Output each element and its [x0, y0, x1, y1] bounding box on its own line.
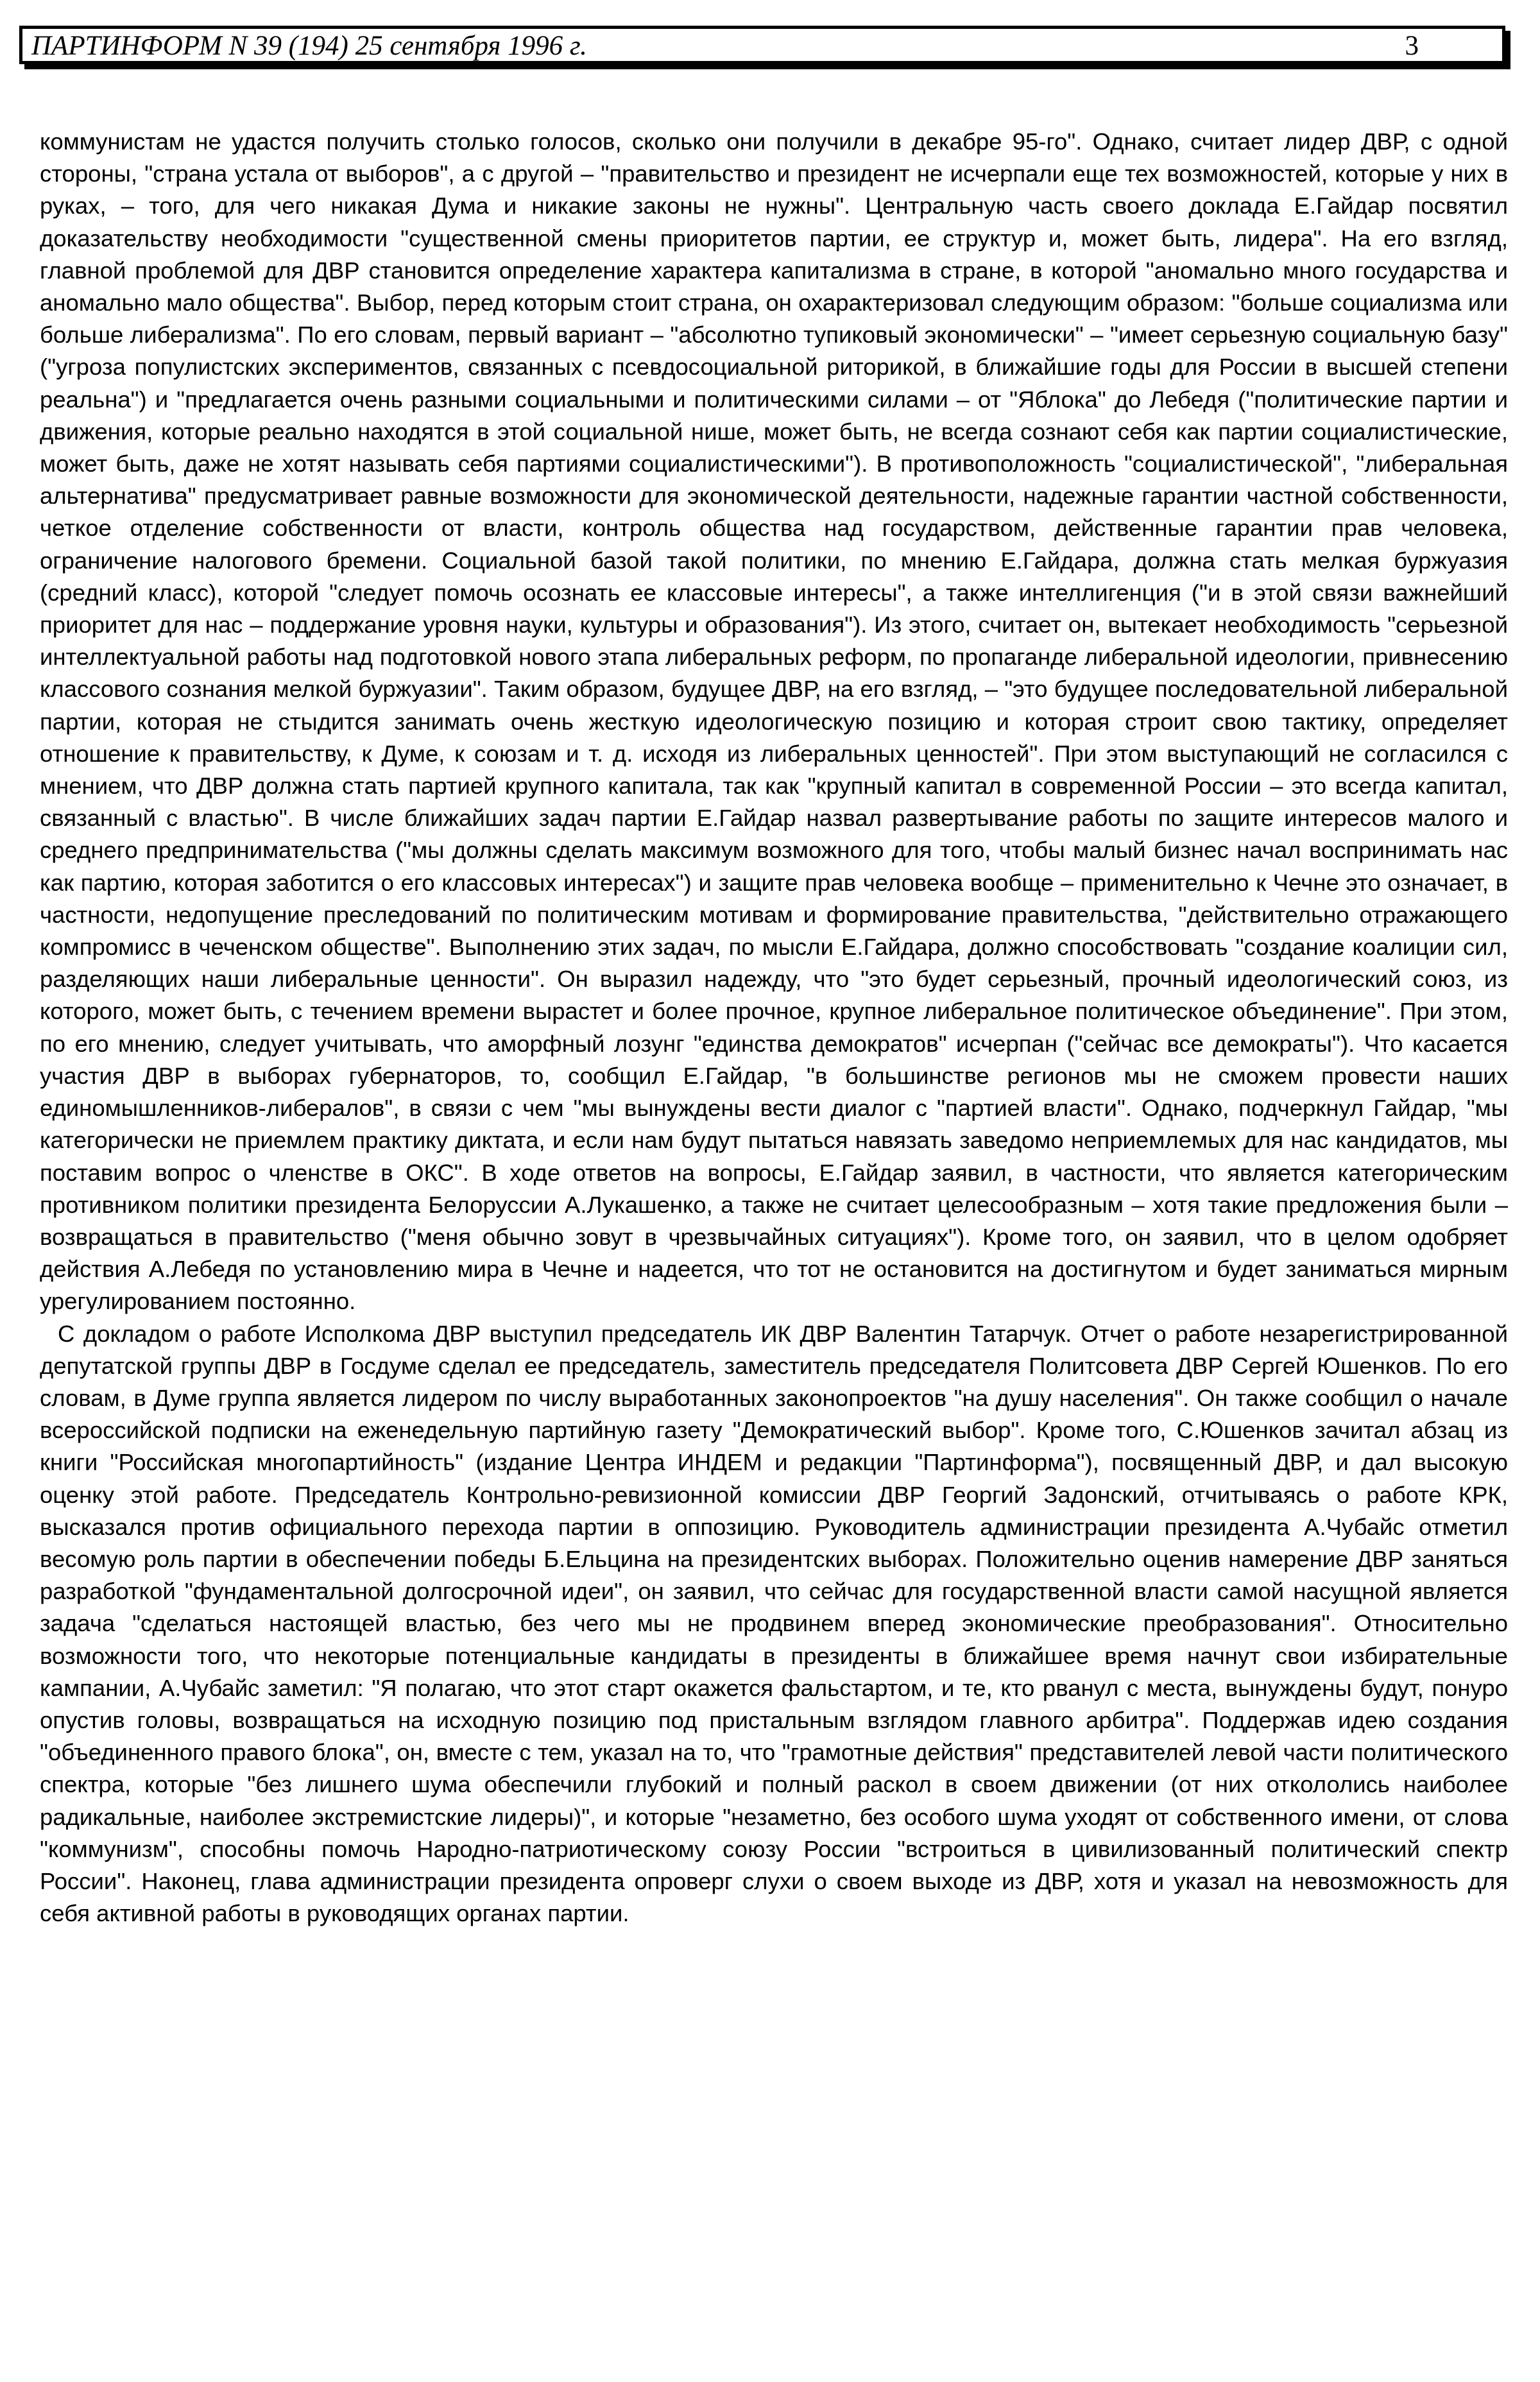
article-body: [40, 126, 1508, 1930]
article-paragraph-2: С докладом о работе Исполкома ДВР выступил председатель ИК ДВР Валентин Татарчук. Отчет о работе незарегистрированной депутатской группы ДВР в Госдуме сделал ее председатель, заместитель председателя Политсовета ДВР Сергей Юшенков. По его словам, в Думе группа является лидером по числу выработанных законопроектов "на душу населения". Он также сообщил о начале всероссийской подписки на еженедельную партийную газету "Демократический выбор". Кроме того, С.Юшенков зачитал абзац из книги "Российская многопартийность" (издание Центра ИНДЕМ и редакции "Партинформа"), посвященный ДВР, и дал высокую оценку этой работе. Председатель Контрольно-ревизионной комиссии ДВР Георгий Задонский, отчитываясь о работе КРК, высказался против официального перехода партии в оппозицию. Руководитель администрации президента А.Чубайс отметил весомую роль партии в обеспечении победы Б.Ельцина на президентских выборах. Положительно оценив намерение ДВР заняться разработкой "фундаментальной долгосрочной идеи", он заявил, что сейчас для государственной власти самой насущной является задача "сделаться настоящей властью, без чего мы не продвинем вперед экономические преобразования". Относительно возможности того, что некоторые потенциальные кандидаты в президенты в ближайшее время начнут свои избирательные кампании, А.Чубайс заметил: "Я полагаю, что этот старт окажется фальстартом, и те, кто рванул с места, вынуждены будут, понуро опустив головы, возвращаться на исходную позицию под пристальным взглядом главного арбитра". Поддержав идею создания "объединенного правого блока", он, вместе с тем, указал на то, что "грамотные действия" представителей левой части политического спектра, которые "без лишнего шума обеспечили глубокий и полный раскол в своем движении (от них откололись наиболее радикальные, наиболее экстремистские лидеры)", и которые "незаметно, без особого шума уходят от собственного имени, от слова "коммунизм", способны помочь Народно-патриотическому союзу России "встроиться в цивилизованный политический спектр России". Наконец, глава администрации президента опроверг слухи о своем выходе из ДВР, хотя и указал на невозможность для себя активной работы в руководящих органах партии.: [40, 1320, 1508, 1927]
page-header: [19, 26, 1505, 64]
article-paragraph-1: коммунистам не удастся получить столько голосов, сколько они получили в декабре 95-го". Однако, считает лидер ДВР, с одной стороны, "страна устала от выборов", а с другой – "правительство и президент не исчерпали еще тех возможностей, которые у них в руках, – того, для чего никакая Дума и никакие законы не нужны". Центральную часть своего доклада Е.Гайдар посвятил доказательству необходимости "существенной смены приоритетов партии, ее структур и, может быть, лидера". На его взгляд, главной проблемой для ДВР становится определение характера капитализма в стране, в которой "аномально много государства и аномально мало общества". Выбор, перед которым стоит страна, он охарактеризовал следующим образом: "больше социализма или больше либерализма". По его словам, первый вариант – "абсолютно тупиковый экономически" – "имеет серьезную социальную базу" ("угроза популистских экспериментов, связанных с псевдосоциальной риторикой, в ближайшие годы для России в высшей степени реальна") и "предлагается очень разными социальными и политическими силами – от "Яблока" до Лебедя ("политические партии и движения, которые реально находятся в этой социальной нише, может быть, не всегда сознают себя как партии социалистические, может быть, даже не хотят называть себя партиями социалистическими"). В противоположность "социалистической", "либеральная альтернатива" предусматривает равные возможности для экономической деятельности, надежные гарантии частной собственности, четкое отделение собственности от власти, контроль общества над государством, действенные гарантии прав человека, ограничение налогового бремени. Социальной базой такой политики, по мнению Е.Гайдара, должна стать мелкая буржуазия (средний класс), которой "следует помочь осознать ее классовые интересы", а также интеллигенция ("и в этой связи важнейший приоритет для нас – поддержание уровня науки, культуры и образования"). Из этого, считает он, вытекает необходимость "серьезной интеллектуальной работы над подготовкой нового этапа либеральных реформ, по пропаганде либеральной идеологии, привнесению классового сознания мелкой буржуазии". Таким образом, будущее ДВР, на его взгляд, – "это будущее последовательной либеральной партии, которая не стыдится занимать очень жесткую идеологическую позицию и которая строит свою тактику, определяет отношение к правительству, к Думе, к союзам и т. д. исходя из либеральных ценностей". При этом выступающий не согласился с мнением, что ДВР должна стать партией крупного капитала, так как "крупный капитал в современной России – это всегда капитал, связанный с властью". В числе ближайших задач партии Е.Гайдар назвал развертывание работы по защите интересов малого и среднего предпринимательства ("мы должны сделать максимум возможного для того, чтобы малый бизнес начал воспринимать нас как партию, которая заботится о его классовых интересах") и защите прав человека вообще – применительно к Чечне это означает, в частности, недопущение преследований по политическим мотивам и формирование правительства, "действительно отражающего компромисс в чеченском обществе". Выполнению этих задач, по мысли Е.Гайдара, должно способствовать "создание коалиции сил, разделяющих наши либеральные ценности". Он выразил надежду, что "это будет серьезный, прочный идеологический союз, из которого, может быть, с течением времени вырастет и более прочное, крупное либеральное политическое объединение". При этом, по его мнению, следует учитывать, что аморфный лозунг "единства демократов" исчерпан ("сейчас все демократы"). Что касается участия ДВР в выборах губернаторов, то, сообщил Е.Гайдар, "в большинстве регионов мы не сможем провести наших единомышленников-либералов", в связи с чем "мы вынуждены вести диалог с "партией власти". Однако, подчеркнул Гайдар, "мы категорически не приемлем практику диктата, и если нам будут пытаться навязать заведомо неприемлемых для нас кандидатов, мы поставим вопрос о членстве в ОКС". В ходе ответов на вопросы, Е.Гайдар заявил, в частности, что является категорическим противником политики президента Белоруссии А.Лукашенко, а также не считает целесообразным – хотя такие предложения были – возвращаться в правительство ("меня обычно зовут в чрезвычайных ситуациях"). Кроме того, он заявил, что в целом одобряет действия А.Лебедя по установлению мира в Чечне и надеется, что тот не остановится на достигнутом и будет заниматься мирным урегулированием постоянно.: [40, 128, 1508, 1315]
page-number: 3: [1405, 31, 1419, 61]
publication-title: ПАРТИНФОРМ N 39 (194) 25 сентября 1996 г.: [31, 31, 587, 61]
